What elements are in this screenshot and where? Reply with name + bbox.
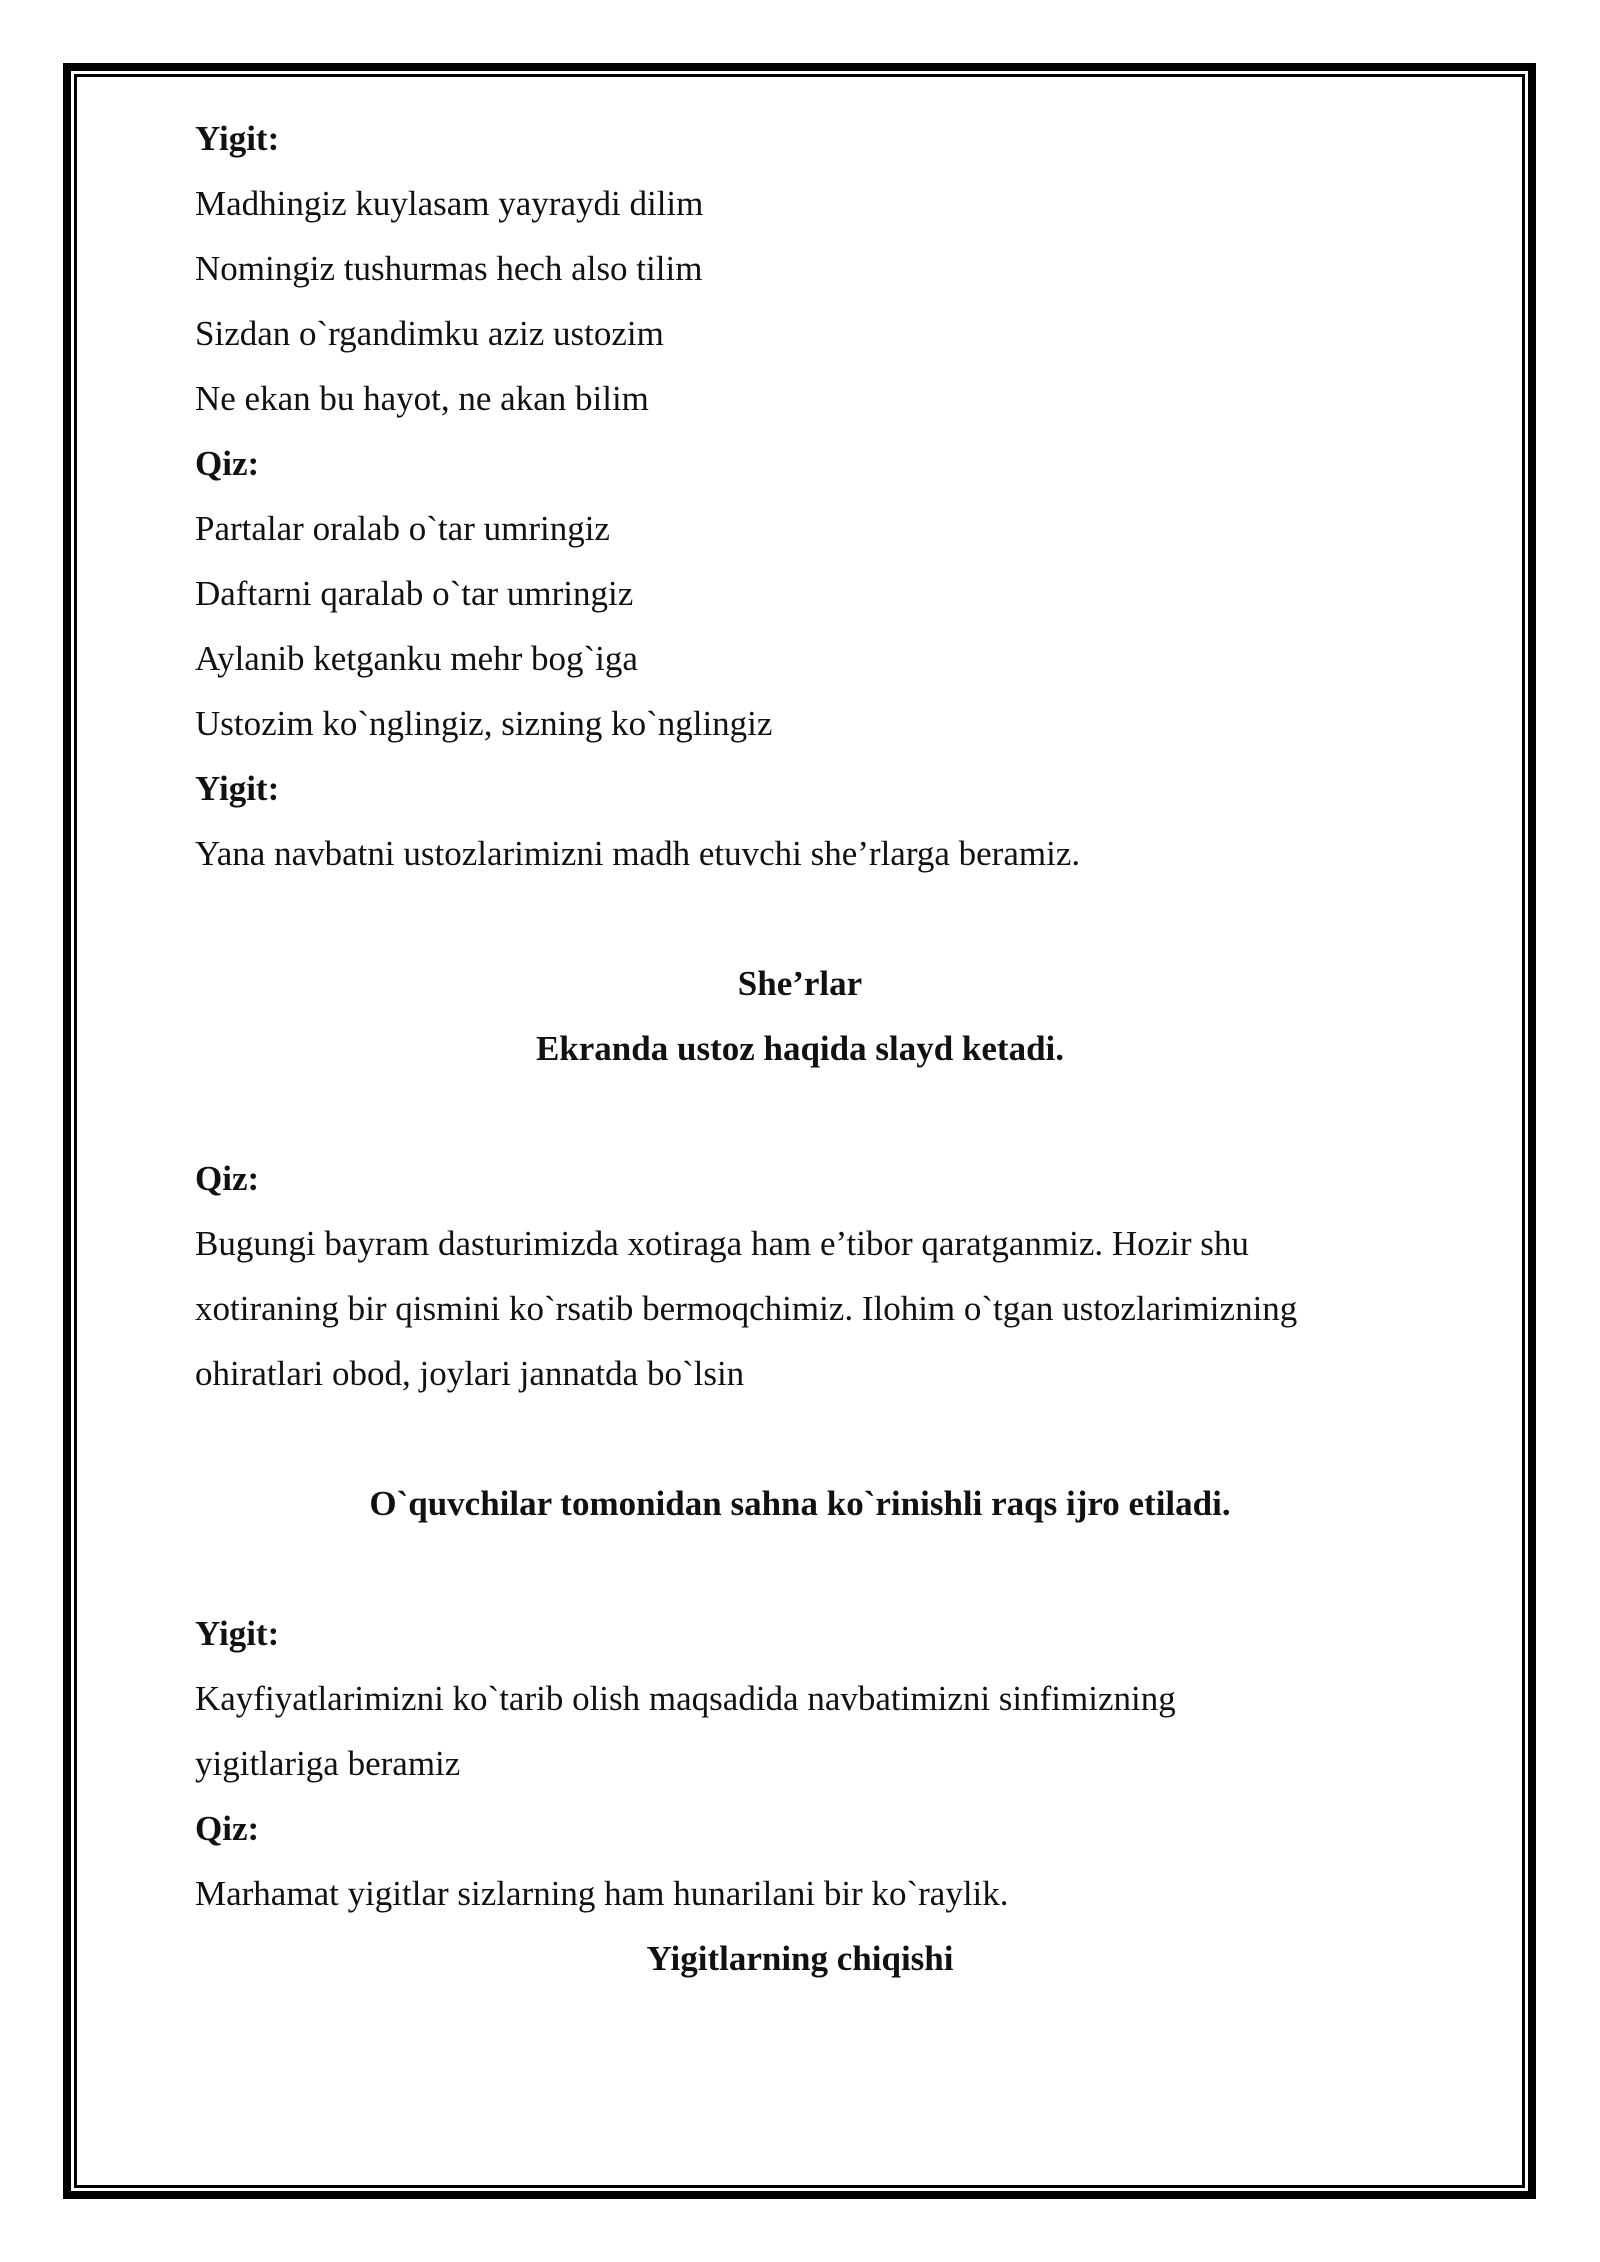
spacer [195,1081,1405,1146]
paragraph-line: xotiraning bir qismini ko`rsatib bermoqchimiz. Ilohim o`tgan ustozlarimizning [195,1289,1298,1328]
spacer [195,1406,1405,1471]
verse-line: Ne ekan bu hayot, ne akan bilim [195,379,649,418]
speaker-label: Qiz: [195,1159,260,1198]
paragraph-line: Marhamat yigitlar sizlarning ham hunarilani bir ko`raylik. [195,1874,1009,1913]
speaker-label: Yigit: [195,769,280,808]
verse-line: Aylanib ketganku mehr bog`iga [195,639,638,678]
stage-direction: Ekranda ustoz haqida slayd ketadi. [535,1029,1065,1068]
paragraph-line: Bugungi bayram dasturimizda xotiraga ham e’tibor qaratganmiz. Hozir shu [195,1224,1249,1263]
paragraph-line: Kayfiyatlarimizni ko`tarib olish maqsadida navbatimizni sinfimizning [195,1679,1176,1718]
verse-line: Sizdan o`rgandimku aziz ustozim [195,314,664,353]
speaker-label: Yigit: [195,1614,280,1653]
paragraph-line: ohiratlari obod, joylari jannatda bo`lsin [195,1354,745,1393]
stage-direction: Yigitlarning chiqishi [646,1939,954,1978]
verse-line: Nomingiz tushurmas hech also tilim [195,249,703,288]
verse-line: Madhingiz kuylasam yayraydi dilim [195,184,704,223]
paragraph-line: yigitlariga beramiz [195,1744,461,1783]
verse-line: Ustozim ko`nglingiz, sizning ko`nglingiz [195,704,773,743]
verse-line: Partalar oralab o`tar umringiz [195,509,610,548]
speaker-label: Yigit: [195,119,280,158]
verse-line: Daftarni qaralab o`tar umringiz [195,574,634,613]
section-heading: She’rlar [737,964,863,1003]
spacer [195,1536,1405,1601]
stage-direction: O`quvchilar tomonidan sahna ko`rinishli raqs ijro etiladi. [369,1484,1231,1523]
document-body [195,106,1405,1991]
speaker-label: Qiz: [195,444,260,483]
paragraph-line: Yana navbatni ustozlarimizni madh etuvchi she’rlarga beramiz. [195,834,1081,873]
speaker-label: Qiz: [195,1809,260,1848]
spacer [195,886,1405,951]
